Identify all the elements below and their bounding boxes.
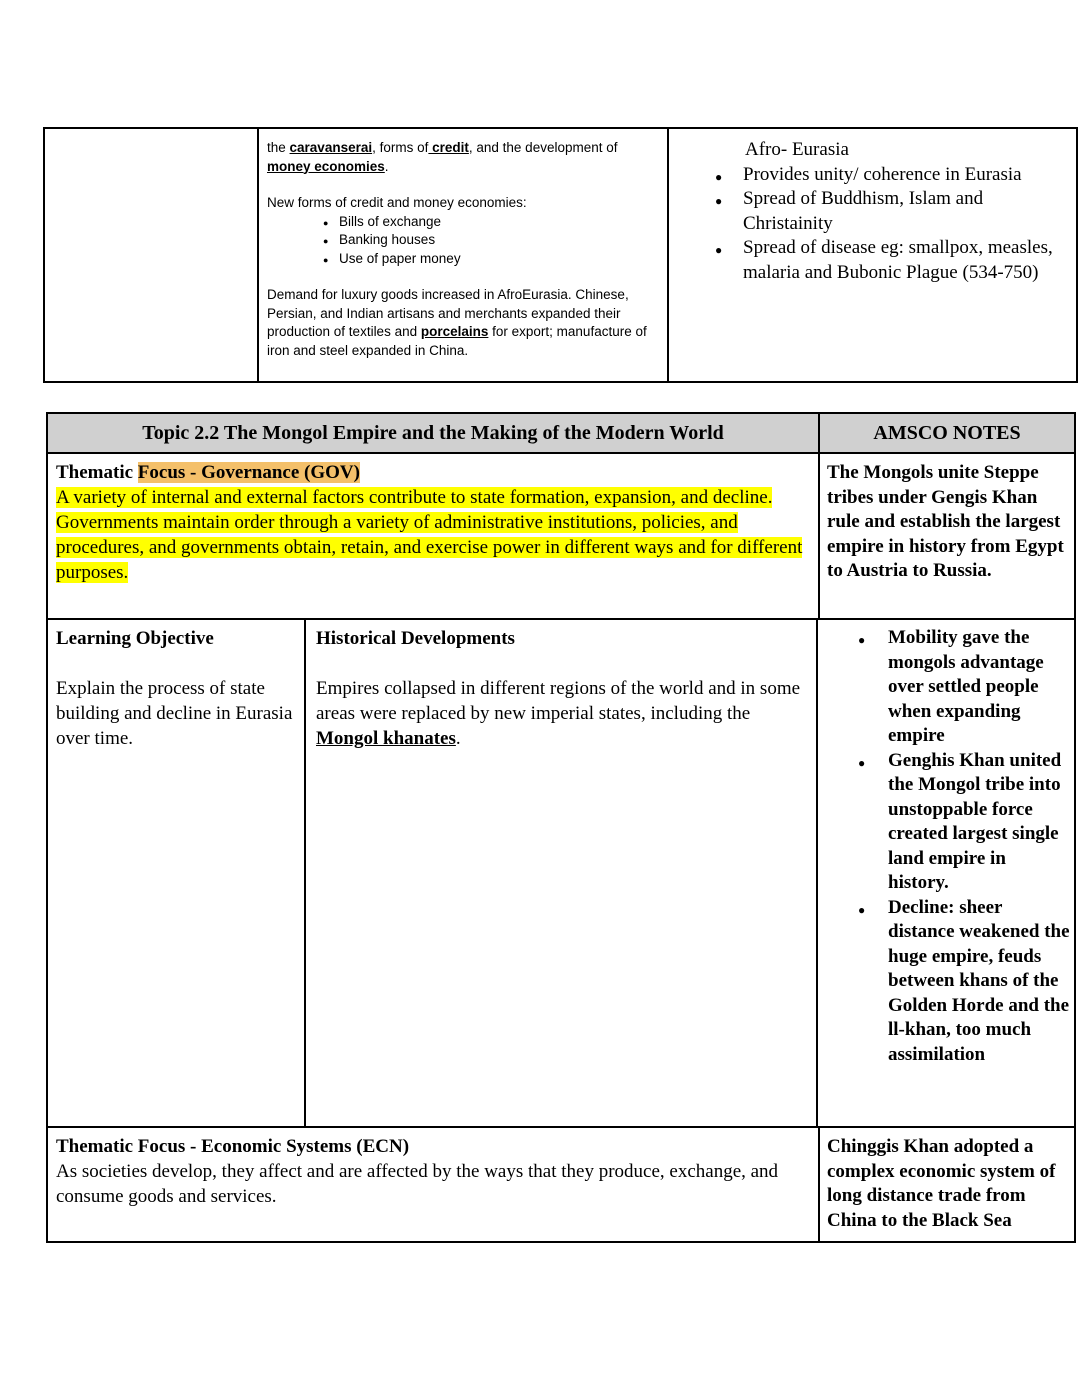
amsco-bullet: ● Decline: sheer distance weakened the huge empire, feuds between khans of the Golden Horde and the ll-khan, too much assimilation (818, 896, 1074, 1068)
amsco-bullet: ● Genghis Khan united the Mongol tribe into unstoppable force created largest single land empire in history. (818, 749, 1074, 896)
amsco-notes-bullets (818, 620, 1074, 1126)
top-table-middle-cell (259, 129, 669, 381)
blank-line (316, 651, 804, 676)
afro-eurasia-label: Afro- Eurasia (745, 139, 849, 160)
blank-line (267, 176, 653, 194)
amsco-note-governance: The Mongols unite Steppe tribes under Gengis Khan rule and establish the largest empire in history from Egypt to Austria to Russia. (827, 462, 1064, 581)
list-item: ● Provides unity/ coherence in Eurasia (669, 163, 1070, 188)
blank-line (267, 268, 653, 286)
blank-line (56, 651, 296, 676)
table-header-row (48, 414, 1074, 454)
thematic-economic-body: As societies develop, they affect and are affected by the ways that they produce, exchange, and consume goods and services. (56, 1161, 779, 1207)
paragraph-credit-economies: the caravanserai, forms of credit, and the development of money economies. (267, 140, 618, 174)
thematic-economic-row (48, 1128, 1074, 1241)
learning-objective-row (48, 620, 1074, 1128)
amsco-note-economic: Chinggis Khan adopted a complex economic system of long distance trade from China to the Black Sea (827, 1136, 1056, 1231)
list-item: ● Use of paper money (267, 250, 653, 269)
learning-objective-heading: Learning Objective (56, 628, 214, 649)
thematic-governance-cell (48, 454, 820, 618)
topic-title: Topic 2.2 The Mongol Empire and the Making of the Modern World (48, 414, 820, 452)
topic-2-2-table (46, 412, 1076, 1243)
top-table-empty-cell (45, 129, 259, 381)
top-table-right-cell (669, 129, 1076, 381)
thematic-economic-title: Thematic Focus - Economic Systems (ECN) (56, 1136, 410, 1157)
list-item: ● Bills of exchange (267, 213, 653, 232)
paragraph-luxury-goods: Demand for luxury goods increased in AfroEurasia. Chinese, Persian, and Indian artisans and merchants expanded their production of textiles and porcelains for export; manufacture of iron and steel expanded in China. (267, 287, 647, 358)
list-item: ● Banking houses (267, 231, 653, 250)
thematic-governance-body: A variety of internal and external factors contribute to state formation, expansion, and decline. Governments maintain order through a variety of administrative institutions, policies, and procedures, and governments obtain, retain, and exercise power in different ways and for different purposes. (56, 487, 803, 583)
paragraph-new-forms: New forms of credit and money economies: (267, 195, 527, 210)
list-item: ● Spread of disease eg: smallpox, measles, malaria and Bubonic Plague (534-750) (669, 236, 1070, 285)
historical-developments-heading: Historical Developments (316, 628, 515, 649)
thematic-governance-title: Thematic Focus - Governance (GOV) (56, 462, 360, 483)
historical-developments-body: Empires collapsed in different regions of the world and in some areas were replaced by new imperial states, including the Mongol khanates. (316, 678, 801, 749)
historical-developments-cell (306, 620, 818, 1126)
top-table-fragment (43, 127, 1078, 383)
list-item: ● Spread of Buddhism, Islam and Christainity (669, 187, 1070, 236)
thematic-economic-cell (48, 1128, 820, 1241)
learning-objective-body: Explain the process of state building and decline in Eurasia over time. (56, 678, 293, 749)
amsco-notes-header: AMSCO NOTES (820, 414, 1074, 452)
learning-objective-cell (48, 620, 306, 1126)
amsco-bullet: ● Mobility gave the mongols advantage over settled people when expanding empire (818, 626, 1074, 749)
thematic-governance-row (48, 454, 1074, 620)
